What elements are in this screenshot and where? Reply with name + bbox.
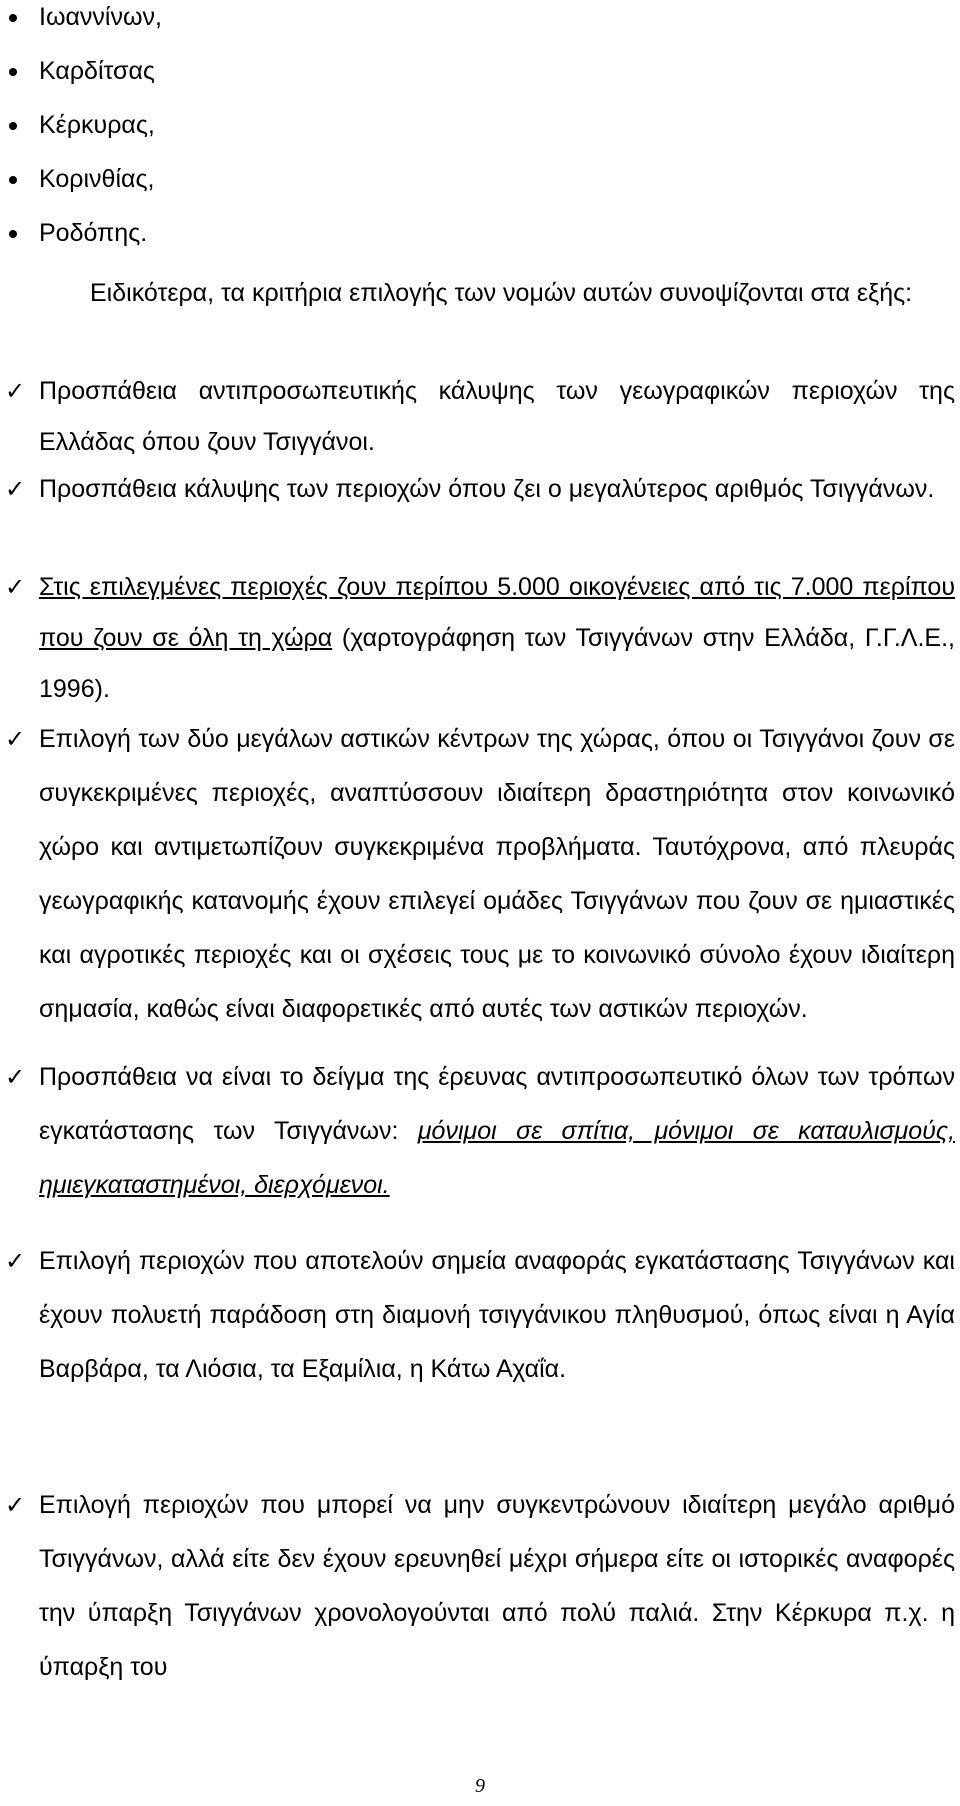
criterion-plain-text: Προσπάθεια να είναι το δείγμα της έρευνας αντιπροσωπευτικό όλων των τρόπων εγκατάστασης των Τσιγγάνων: [39, 1063, 955, 1145]
checkmark-icon: ✓ [5, 1063, 26, 1091]
criterion-text [39, 562, 955, 715]
citation-text: (χαρτογράφηση των Τσιγγάνων στην Ελλάδα, Γ.Γ.Λ.Ε., 1996). [39, 624, 955, 703]
list-item-label: Κέρκυρας, [39, 111, 155, 139]
criterion-text: Επιλογή περιοχών που αποτελούν σημεία αναφοράς εγκατάστασης Τσιγγάνων και έχουν πολυετή παράδοση στη διαμονή τσιγγάνικου πληθυσμού, όπως είναι η Αγία Βαρβάρα, τα Λιόσια, τα Εξαμίλια, η Κάτω Αχαΐα. [39, 1247, 955, 1383]
checkmark-icon: ✓ [5, 1247, 26, 1275]
bullet-dot-icon [9, 176, 17, 184]
list-item [0, 110, 960, 164]
criterion-text: Προσπάθεια κάλυψης των περιοχών όπου ζει ο μεγαλύτερος αριθμός Τσιγγάνων. [39, 475, 935, 503]
list-item-label: Ροδόπης. [39, 219, 148, 247]
list-item [0, 218, 960, 272]
bullet-dot-icon [9, 68, 17, 76]
checkmark-icon: ✓ [5, 573, 26, 601]
criterion-item [0, 366, 955, 468]
list-item [0, 56, 960, 110]
criterion-item [0, 712, 955, 1036]
list-item-label: Ιωαννίνων, [39, 3, 162, 31]
criterion-text: Επιλογή των δύο μεγάλων αστικών κέντρων της χώρας, όπου οι Τσιγγάνοι ζουν σε συγκεκριμένες περιοχές, αναπτύσσουν ιδιαίτερη δραστηριότητα στον κοινωνικό χώρο και αντιμετωπίζουν συγκεκριμένα προβλήματα. Ταυτόχρονα, από πλευράς γεωγραφικής κατανομής έχουν επιλεγεί ομάδες Τσιγγάνων που ζουν σε ημιαστικές και αγροτικές περιοχές και οι σχέσεις τους με το κοινωνικό σύνολο έχουν ιδιαίτερη σημασία, καθώς είναι διαφορετικές από αυτές των αστικών περιοχών. [39, 725, 955, 1023]
checkmark-icon: ✓ [5, 377, 26, 405]
underlined-statistic: Στις επιλεγμένες περιοχές ζουν περίπου 5.000 οικογένειες από τις 7.000 περίπου που ζουν σε όλη τη χώρα [39, 573, 955, 652]
checkmark-icon: ✓ [5, 475, 26, 503]
intro-paragraph: Ειδικότερα, τα κριτήρια επιλογής των νομών αυτών συνοψίζονται στα εξής: [90, 279, 913, 307]
list-item-label: Κορινθίας, [39, 165, 155, 193]
bullet-dot-icon [9, 230, 17, 238]
criterion-item [0, 1478, 955, 1694]
criterion-text: Προσπάθεια αντιπροσωπευτικής κάλυψης των γεωγραφικών περιοχών της Ελλάδας όπου ζουν Τσιγγάνοι. [39, 377, 955, 456]
settlement-types-text: μόνιμοι σε σπίτια, μόνιμοι σε καταυλισμούς, ημιεγκαταστημένοι, διερχόμενοι. [39, 1117, 956, 1199]
bullet-dot-icon [9, 122, 17, 130]
criterion-text [39, 1050, 955, 1212]
list-item [0, 164, 960, 218]
criterion-item [0, 562, 955, 715]
criterion-item [0, 464, 955, 515]
criterion-item [0, 1050, 955, 1212]
list-item-label: Καρδίτσας [39, 57, 155, 85]
criterion-text: Επιλογή περιοχών που μπορεί να μην συγκεντρώνουν ιδιαίτερη μεγάλο αριθμό Τσιγγάνων, αλλά είτε δεν έχουν ερευνηθεί μέχρι σήμερα είτε οι ιστορικές αναφορές την ύπαρξη Τσιγγάνων χρονολογούνται από πολύ παλιά. Στην Κέρκυρα π.χ. η ύπαρξη του [39, 1491, 955, 1681]
checkmark-icon: ✓ [5, 725, 26, 753]
page-number: 9 [475, 1775, 485, 1797]
checkmark-icon: ✓ [5, 1491, 26, 1519]
bullet-dot-icon [9, 14, 17, 22]
criterion-item [0, 1234, 955, 1396]
list-item [0, 2, 960, 56]
